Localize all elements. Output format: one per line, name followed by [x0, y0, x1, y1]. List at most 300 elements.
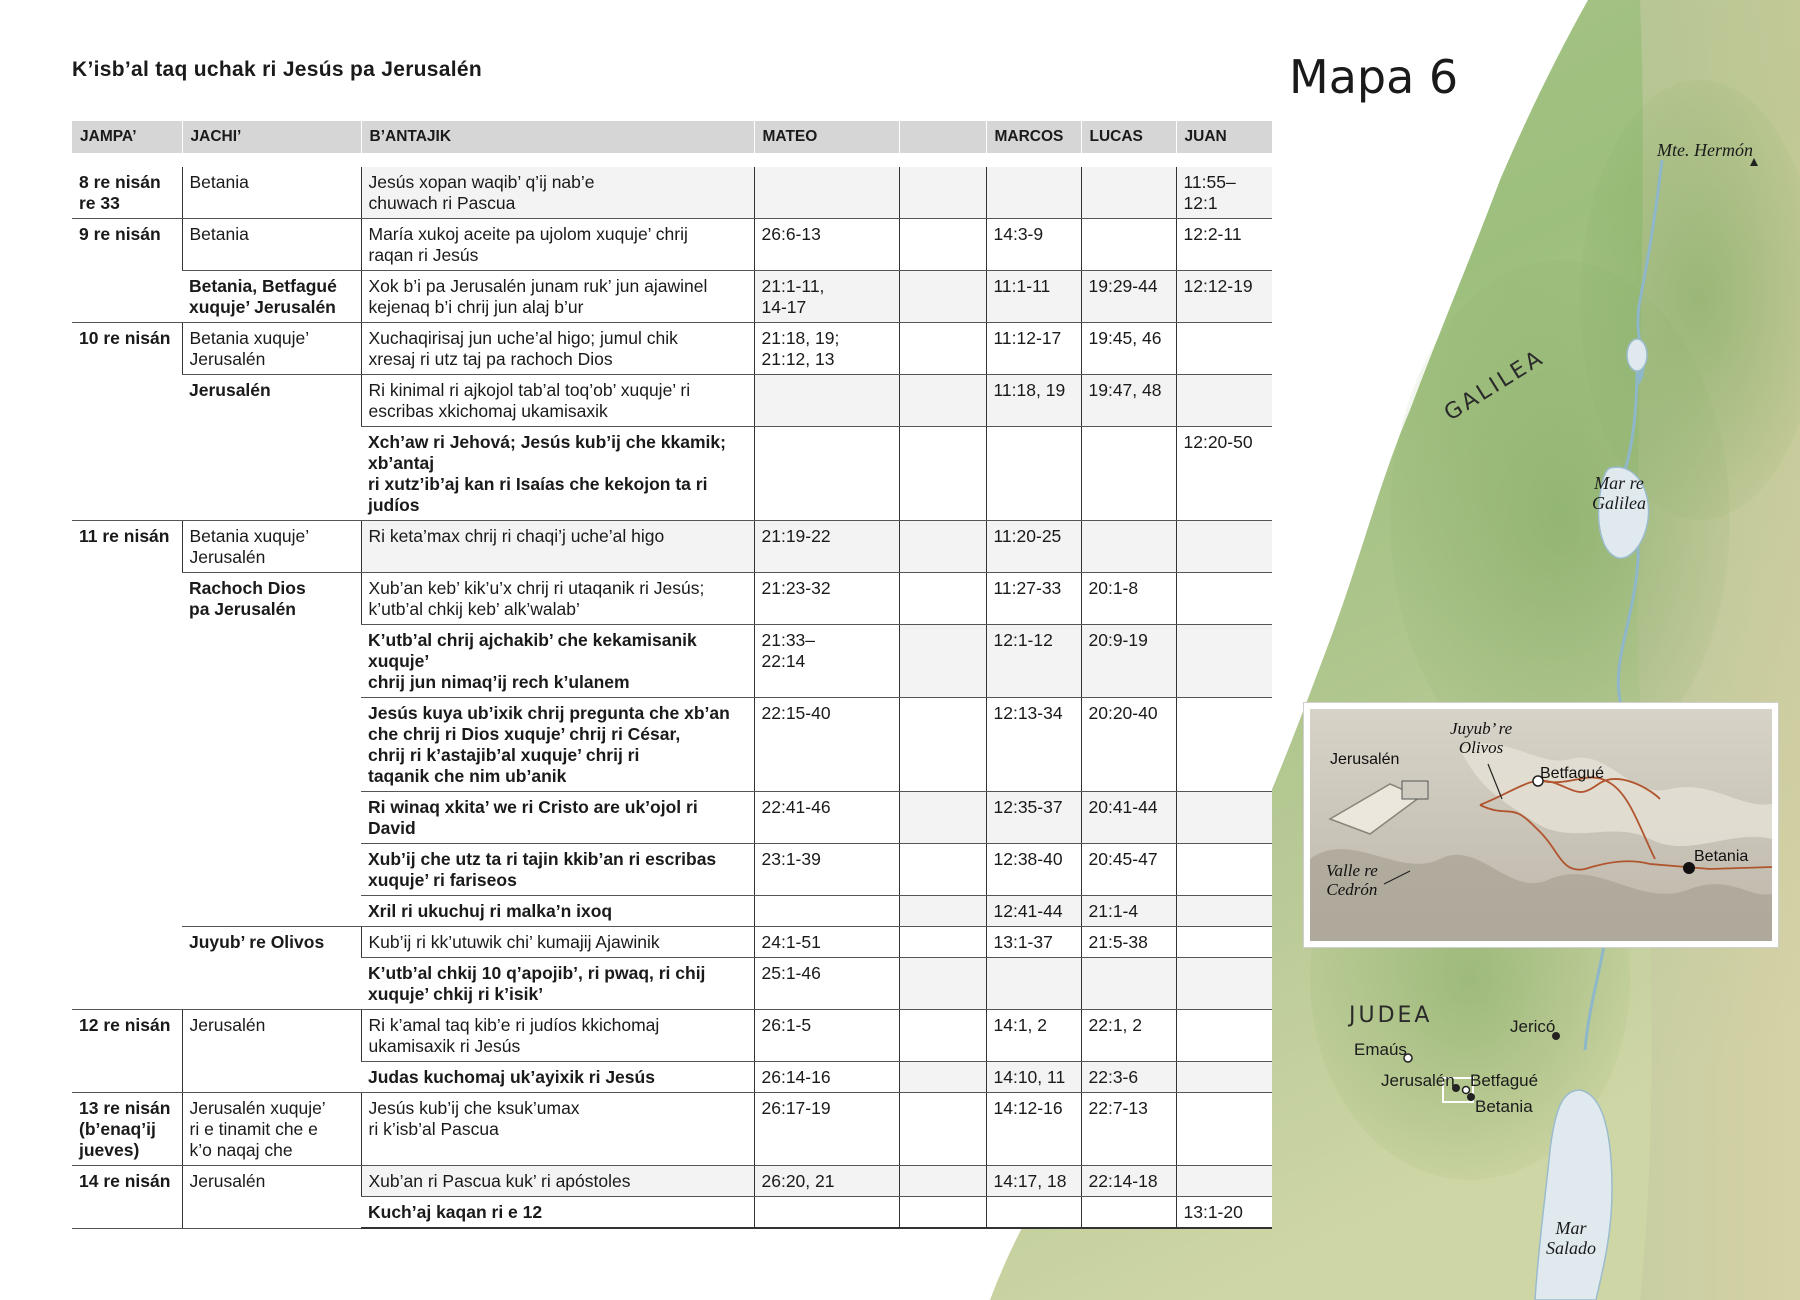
inset-label-jerusalen: Jerusalén	[1330, 751, 1400, 768]
juan-ref	[1176, 1166, 1272, 1197]
mateo-ref-line: 26:17-19	[761, 1098, 831, 1118]
event-cell-line: Judas kuchomaj uk’ayixik ri Jesús	[368, 1067, 655, 1087]
marcos-ref-line: 11:27-33	[993, 578, 1062, 598]
table-row	[72, 1093, 1272, 1166]
mateo-ref-line: 26:14-16	[761, 1067, 831, 1087]
event-cell-line: Xril ri ukuchuj ri malka’n ixoq	[368, 901, 613, 921]
event-cell	[361, 844, 754, 896]
mateo-ref	[754, 844, 899, 896]
place-cell-line: Jerusalén xuquje’	[189, 1098, 326, 1118]
marcos-ref	[986, 792, 1081, 844]
juan-ref	[1176, 625, 1272, 698]
table-header-row	[72, 121, 1272, 153]
marcos-ref	[986, 573, 1081, 625]
mateo-ref	[754, 167, 899, 219]
map-label-dead-sea-line1: Mar	[1555, 1218, 1587, 1238]
header-bantajik: B’ANTAJIK	[361, 121, 754, 153]
mateo-ref	[754, 323, 899, 375]
event-cell	[361, 271, 754, 323]
event-cell-line: Xch’aw ri Jehová; Jesús kub’ij che kkamik; xb’antaj	[368, 432, 726, 473]
table-row	[72, 573, 1272, 625]
mateo-ref-line: 21:19-22	[761, 526, 831, 546]
inset-label-cedron-line2: Cedrón	[1326, 880, 1378, 899]
event-cell	[361, 427, 754, 521]
event-cell	[361, 573, 754, 625]
event-cell-line: chrij jun nimaq’ij rech k’ulanem	[368, 672, 630, 692]
event-cell-line: chrij ri k’astajib’al xuquje’ chrij ri	[368, 745, 640, 765]
lucas-ref-line: 21:1-4	[1088, 901, 1139, 921]
header-blank	[899, 121, 986, 153]
juan-ref	[1176, 1093, 1272, 1166]
blank-cell	[899, 792, 986, 844]
blank-cell	[899, 1062, 986, 1093]
juan-ref-line: 12:2-11	[1183, 224, 1242, 244]
event-cell-line: María xukoj aceite pa ujolom xuquje’ chrij	[368, 224, 688, 244]
event-cell-line: Jesús kuya ub’ixik chrij pregunta che xb’an	[368, 703, 730, 723]
map-label-jerusalen: Jerusalén	[1381, 1071, 1455, 1090]
mateo-ref-line: 22:14	[761, 651, 806, 671]
event-cell-line: Ri kinimal ri ajkojol tab’al toq’ob’ xuquje’ ri	[368, 380, 691, 400]
event-cell-line: chuwach ri Pascua	[368, 193, 516, 213]
juan-ref	[1176, 167, 1272, 219]
juan-ref	[1176, 1010, 1272, 1062]
lucas-ref-line: 20:1-8	[1088, 578, 1139, 598]
event-cell-line: che chrij ri Dios xuquje’ chrij ri César,	[368, 724, 681, 744]
blank-cell	[899, 1166, 986, 1197]
lucas-ref-line: 22:7-13	[1088, 1098, 1148, 1118]
inset-label-cedron	[1326, 861, 1378, 899]
table-row	[72, 1166, 1272, 1197]
map-label-betfague: Betfagué	[1470, 1071, 1539, 1090]
date-cell-line: (b’enaq’ij	[79, 1119, 156, 1139]
marcos-ref	[986, 698, 1081, 792]
marcos-ref-line: 14:17, 18	[993, 1171, 1067, 1191]
event-cell-line: k’utb’al chkij keb’ alk’walab’	[368, 599, 580, 619]
place-cell-line: Betania	[189, 224, 249, 244]
marcos-ref-line: 14:10, 11	[993, 1067, 1066, 1087]
lucas-ref	[1081, 1010, 1176, 1062]
table-row	[72, 375, 1272, 427]
place-cell-line: Betania xuquje’	[189, 328, 310, 348]
date-cell	[72, 219, 182, 323]
mateo-ref	[754, 698, 899, 792]
place-cell-line: Jerusalén	[189, 1015, 266, 1035]
event-cell-line: Xub’an ri Pascua kuk’ ri apóstoles	[368, 1171, 631, 1191]
marcos-ref-line: 12:35-37	[993, 797, 1063, 817]
juan-ref	[1176, 427, 1272, 521]
map-label-hermon: Mte. Hermón	[1657, 140, 1753, 160]
blank-cell	[899, 323, 986, 375]
event-cell	[361, 958, 754, 1010]
date-cell	[72, 167, 182, 219]
marcos-ref-line: 14:12-16	[993, 1098, 1063, 1118]
marcos-ref	[986, 323, 1081, 375]
header-jampa: JAMPA’	[72, 121, 182, 153]
header-juan: JUAN	[1176, 121, 1272, 153]
marcos-ref-line: 14:3-9	[993, 224, 1044, 244]
place-cell	[182, 375, 361, 521]
lucas-ref-line: 22:14-18	[1088, 1171, 1158, 1191]
table-row	[72, 219, 1272, 271]
date-cell	[72, 1166, 182, 1229]
place-cell-line: Jerusalén	[189, 547, 266, 567]
marcos-ref	[986, 625, 1081, 698]
lucas-ref-line: 22:1, 2	[1088, 1015, 1143, 1035]
mateo-ref-line: 25:1-46	[761, 963, 821, 983]
mateo-ref	[754, 1166, 899, 1197]
lucas-ref	[1081, 219, 1176, 271]
table-row	[72, 1010, 1272, 1062]
marcos-ref-line: 11:12-17	[993, 328, 1062, 348]
marcos-ref	[986, 1062, 1081, 1093]
marcos-ref	[986, 844, 1081, 896]
event-cell-line: Xok b’i pa Jerusalén junam ruk’ jun ajawinel	[368, 276, 708, 296]
event-cell-line: ukamisaxik ri Jesús	[368, 1036, 521, 1056]
marcos-ref	[986, 167, 1081, 219]
juan-ref	[1176, 698, 1272, 792]
blank-cell	[899, 427, 986, 521]
event-cell-line: Ri k’amal taq kib’e ri judíos kkichomaj	[368, 1015, 660, 1035]
juan-ref	[1176, 521, 1272, 573]
date-cell	[72, 1093, 182, 1166]
marcos-ref	[986, 427, 1081, 521]
marcos-ref-line: 11:20-25	[993, 526, 1062, 546]
marcos-ref-line: 13:1-37	[993, 932, 1053, 952]
blank-cell	[899, 521, 986, 573]
juan-ref	[1176, 375, 1272, 427]
lucas-ref	[1081, 427, 1176, 521]
inset-label-betfague: Betfagué	[1540, 765, 1605, 782]
date-cell-line: jueves)	[79, 1140, 140, 1160]
lucas-ref	[1081, 625, 1176, 698]
event-cell-line: taqanik che nim ub’anik	[368, 766, 567, 786]
date-cell	[72, 521, 182, 1010]
map-title: Mapa 6	[1289, 50, 1459, 104]
event-cell	[361, 375, 754, 427]
date-cell-line: 12 re nisán	[79, 1015, 171, 1035]
event-cell-line: Kub’ij ri kk’utuwik chi’ kumajij Ajawinik	[368, 932, 660, 952]
mateo-ref	[754, 1062, 899, 1093]
marcos-ref	[986, 375, 1081, 427]
map-label-sea-galilee-line2: Galilea	[1592, 493, 1646, 513]
mateo-ref-line: 22:15-40	[761, 703, 831, 723]
inset-label-olivos-line1: Juyub’ re	[1450, 719, 1513, 738]
inset-label-olivos-line2: Olivos	[1458, 738, 1504, 757]
lucas-ref	[1081, 573, 1176, 625]
map-label-jerico: Jericó	[1510, 1017, 1556, 1036]
mateo-ref-line: 24:1-51	[761, 932, 821, 952]
place-cell-line: Juyub’ re Olivos	[189, 932, 325, 952]
blank-cell	[899, 573, 986, 625]
map-label-judea: JUDEA	[1349, 1003, 1433, 1028]
blank-cell	[899, 896, 986, 927]
marcos-ref-line: 12:38-40	[993, 849, 1063, 869]
mateo-ref-line: 21:18, 19;	[761, 328, 840, 348]
lucas-ref	[1081, 927, 1176, 958]
place-cell-line: pa Jerusalén	[189, 599, 296, 619]
event-cell-line: ri xutz’ib’aj kan ri Isaías che kekojon ta ri judíos	[368, 474, 708, 515]
lucas-ref	[1081, 323, 1176, 375]
date-cell-line: 13 re nisán	[79, 1098, 171, 1118]
header-jachi: JACHI’	[182, 121, 361, 153]
blank-cell	[899, 167, 986, 219]
event-cell-line: Ri keta’max chrij ri chaqi’j uche’al higo	[368, 526, 665, 546]
mateo-ref	[754, 1197, 899, 1229]
marcos-ref	[986, 521, 1081, 573]
table-row	[72, 323, 1272, 375]
header-marcos: MARCOS	[986, 121, 1081, 153]
table-row	[72, 521, 1272, 573]
marcos-ref-line: 12:13-34	[993, 703, 1063, 723]
lucas-ref-line: 19:45, 46	[1088, 328, 1162, 348]
place-cell-line: Jerusalén	[189, 380, 271, 400]
date-cell-line: 10 re nisán	[79, 328, 171, 348]
lucas-ref	[1081, 521, 1176, 573]
marcos-ref	[986, 271, 1081, 323]
place-cell	[182, 323, 361, 375]
lucas-ref	[1081, 698, 1176, 792]
blank-cell	[899, 698, 986, 792]
event-cell-line: escribas xkichomaj ukamisaxik	[368, 401, 608, 421]
marcos-ref	[986, 958, 1081, 1010]
blank-cell	[899, 1010, 986, 1062]
event-cell	[361, 1010, 754, 1062]
event-cell	[361, 1093, 754, 1166]
event-cell	[361, 792, 754, 844]
marcos-ref-line: 11:18, 19	[993, 380, 1066, 400]
lucas-ref	[1081, 896, 1176, 927]
date-cell	[72, 1010, 182, 1093]
mateo-ref-line: 21:12, 13	[761, 349, 835, 369]
blank-cell	[899, 219, 986, 271]
mateo-ref	[754, 427, 899, 521]
blank-cell	[899, 844, 986, 896]
date-cell-line: 11 re nisán	[79, 526, 170, 546]
place-cell	[182, 1093, 361, 1166]
mateo-ref	[754, 958, 899, 1010]
event-cell	[361, 1166, 754, 1197]
marcos-ref-line: 12:41-44	[993, 901, 1063, 921]
event-cell	[361, 521, 754, 573]
event-cell-line: ri k’isb’al Pascua	[368, 1119, 499, 1139]
event-cell	[361, 219, 754, 271]
blank-cell	[899, 927, 986, 958]
juan-ref	[1176, 927, 1272, 958]
mateo-ref	[754, 927, 899, 958]
event-cell-line: Xuchaqirisaj jun uche’al higo; jumul chik	[368, 328, 678, 348]
place-cell-line: Betania xuquje’	[189, 526, 310, 546]
juan-ref	[1176, 573, 1272, 625]
event-cell-line: Ri winaq xkita’ we ri Cristo are uk’ojol ri David	[368, 797, 698, 838]
page-title: K’isb’al taq uchak ri Jesús pa Jerusalén	[72, 58, 483, 81]
marcos-ref-line: 11:1-11	[993, 276, 1051, 296]
place-cell-line: Jerusalén	[189, 349, 266, 369]
juan-ref	[1176, 1062, 1272, 1093]
juan-ref-line: 12:12-19	[1183, 276, 1253, 296]
lucas-ref-line: 20:20-40	[1088, 703, 1158, 723]
lucas-ref	[1081, 792, 1176, 844]
lucas-ref-line: 19:47, 48	[1088, 380, 1162, 400]
blank-cell	[899, 625, 986, 698]
place-cell-line: ri e tinamit che e	[189, 1119, 318, 1139]
mateo-ref-line: 26:20, 21	[761, 1171, 835, 1191]
lucas-ref-line: 20:9-19	[1088, 630, 1148, 650]
juan-ref	[1176, 958, 1272, 1010]
lucas-ref	[1081, 271, 1176, 323]
lucas-ref	[1081, 958, 1176, 1010]
lucas-ref-line: 21:5-38	[1088, 932, 1148, 952]
event-cell-line: Jesús kub’ij che ksuk’umax	[368, 1098, 580, 1118]
table-row	[72, 271, 1272, 323]
date-cell	[72, 323, 182, 521]
place-cell	[182, 219, 361, 271]
marcos-ref	[986, 1010, 1081, 1062]
mateo-ref	[754, 573, 899, 625]
table-body	[72, 153, 1272, 1228]
place-cell	[182, 1166, 361, 1229]
mateo-ref-line: 21:1-11,	[761, 276, 825, 296]
juan-ref	[1176, 323, 1272, 375]
blank-cell	[899, 375, 986, 427]
place-cell-line: k’o naqaj che	[189, 1140, 293, 1160]
juan-ref	[1176, 792, 1272, 844]
mateo-ref	[754, 271, 899, 323]
mateo-ref	[754, 521, 899, 573]
mateo-ref-line: 14-17	[761, 297, 807, 317]
place-cell-line: Jerusalén	[189, 1171, 266, 1191]
map-label-sea-galilee	[1592, 473, 1646, 513]
juan-ref	[1176, 219, 1272, 271]
place-cell	[182, 167, 361, 219]
juan-ref-line: 12:20-50	[1183, 432, 1253, 452]
marcos-ref	[986, 927, 1081, 958]
event-cell	[361, 698, 754, 792]
place-cell	[182, 927, 361, 1010]
date-cell-line: 9 re nisán	[79, 224, 161, 244]
blank-cell	[899, 1093, 986, 1166]
juan-ref	[1176, 896, 1272, 927]
inset-label-cedron-line1: Valle re	[1326, 861, 1378, 880]
blank-cell	[899, 958, 986, 1010]
event-cell-line: Xub’ij che utz ta ri tajin kkib’an ri escribas	[368, 849, 717, 869]
mateo-ref-line: 22:41-46	[761, 797, 831, 817]
event-cell-line: Jesús xopan waqib’ q’ij nab’e	[368, 172, 595, 192]
event-cell	[361, 1062, 754, 1093]
place-cell-line: Betania, Betfagué	[189, 276, 337, 296]
map-label-emaus: Emaús	[1354, 1040, 1407, 1059]
map-label-dead-sea-line2: Salado	[1546, 1238, 1597, 1258]
jerusalem-inset-map	[1304, 703, 1778, 947]
date-cell-line: 8 re nisán	[79, 172, 161, 192]
blank-cell	[899, 271, 986, 323]
marcos-ref	[986, 1197, 1081, 1229]
inset-terrain	[1310, 709, 1772, 941]
mateo-ref-line: 21:23-32	[761, 578, 831, 598]
map-label-dead-sea	[1546, 1218, 1596, 1258]
place-cell-line: xuquje’ Jerusalén	[189, 297, 336, 317]
marcos-ref	[986, 1093, 1081, 1166]
event-cell	[361, 625, 754, 698]
mateo-ref	[754, 625, 899, 698]
date-cell-line: 14 re nisán	[79, 1171, 171, 1191]
event-cell-line: xresaj ri utz taj pa rachoch Dios	[368, 349, 613, 369]
juan-ref	[1176, 271, 1272, 323]
place-cell-line: Rachoch Dios	[189, 578, 306, 598]
event-cell	[361, 927, 754, 958]
event-cell-line: raqan ri Jesús	[368, 245, 479, 265]
lucas-ref	[1081, 844, 1176, 896]
date-cell-line: re 33	[79, 193, 120, 213]
lucas-ref	[1081, 1062, 1176, 1093]
marcos-ref-line: 14:1, 2	[993, 1015, 1048, 1035]
inset-label-olivos	[1450, 719, 1512, 757]
place-cell	[182, 573, 361, 927]
blank-cell	[899, 1197, 986, 1229]
mateo-ref	[754, 375, 899, 427]
lucas-ref-line: 22:3-6	[1088, 1067, 1139, 1087]
table-row	[72, 167, 1272, 219]
place-cell	[182, 1010, 361, 1093]
event-cell	[361, 1197, 754, 1229]
juan-ref-line: 12:1	[1183, 193, 1218, 213]
juan-ref-line: 11:55–	[1183, 172, 1236, 192]
event-cell	[361, 323, 754, 375]
place-cell-line: Betania	[189, 172, 249, 192]
marcos-ref-line: 12:1-12	[993, 630, 1053, 650]
mateo-ref	[754, 1093, 899, 1166]
marcos-ref	[986, 219, 1081, 271]
header-lucas: LUCAS	[1081, 121, 1176, 153]
place-cell	[182, 521, 361, 573]
lucas-ref	[1081, 1093, 1176, 1166]
lucas-ref	[1081, 167, 1176, 219]
lucas-ref-line: 20:45-47	[1088, 849, 1158, 869]
mateo-ref-line: 21:33–	[761, 630, 816, 650]
mateo-ref	[754, 1010, 899, 1062]
schedule-table	[72, 121, 1272, 1229]
event-cell	[361, 167, 754, 219]
mateo-ref	[754, 792, 899, 844]
lucas-ref	[1081, 1197, 1176, 1229]
event-cell-line: xuquje’ chkij ri k’isik’	[368, 984, 544, 1004]
event-cell-line: xuquje’ ri fariseos	[368, 870, 517, 890]
event-cell-line: Kuch’aj kaqan ri e 12	[368, 1202, 543, 1222]
map-label-galilea: GALILEA	[1440, 345, 1550, 427]
inset-label-betania: Betania	[1694, 848, 1749, 865]
event-cell	[361, 896, 754, 927]
juan-ref-line: 13:1-20	[1183, 1202, 1243, 1222]
juan-ref	[1176, 1197, 1272, 1229]
lucas-ref-line: 20:41-44	[1088, 797, 1158, 817]
lucas-ref-line: 19:29-44	[1088, 276, 1158, 296]
header-mateo: MATEO	[754, 121, 899, 153]
event-cell-line: K’utb’al chrij ajchakib’ che kekamisanik xuquje’	[368, 630, 697, 671]
event-cell-line: kejenaq b’i chrij jun alaj b’ur	[368, 297, 584, 317]
map-label-betania: Betania	[1475, 1097, 1533, 1116]
marcos-ref	[986, 896, 1081, 927]
marcos-ref	[986, 1166, 1081, 1197]
mateo-ref	[754, 219, 899, 271]
mateo-ref	[754, 896, 899, 927]
lucas-ref	[1081, 375, 1176, 427]
juan-ref	[1176, 844, 1272, 896]
map-label-sea-galilee-line1: Mar re	[1594, 473, 1644, 493]
place-cell	[182, 271, 361, 323]
table-row	[72, 927, 1272, 958]
event-cell-line: Xub’an keb’ kik’u’x chrij ri utaqanik ri Jesús;	[368, 578, 705, 598]
mateo-ref-line: 26:6-13	[761, 224, 821, 244]
mateo-ref-line: 23:1-39	[761, 849, 821, 869]
